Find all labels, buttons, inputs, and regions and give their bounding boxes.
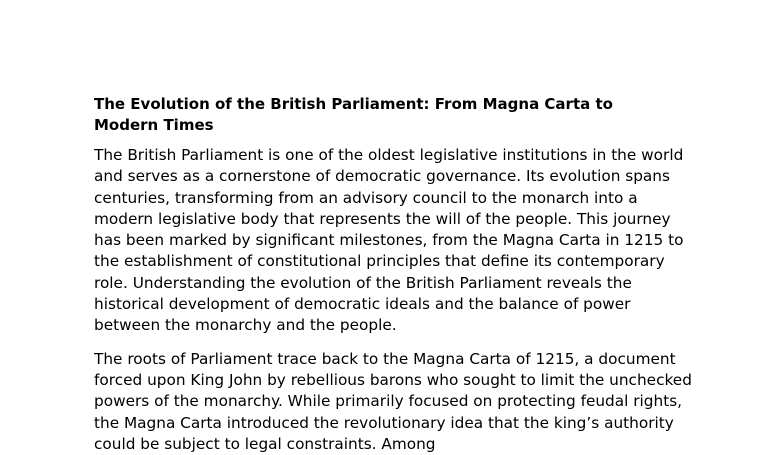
document-title: The Evolution of the British Parliament: From Magna Carta to Modern Times bbox=[94, 95, 613, 134]
paragraph-magna-carta: The roots of Parliament trace back to the Magna Carta of 1215, a document forced upon King John by rebellious barons who sought to limit the unchecked powers of the monarchy. While primarily focused on protecting feudal rights, the Magna Carta introduced the revolutionary idea that the king’s authority could be subject to legal constraints. Among bbox=[94, 349, 692, 453]
paragraph-introduction: The British Parliament is one of the oldest legislative institutions in the world and serves as a cornerstone of democratic governance. Its evolution spans centuries, transforming from an advisory council to the monarch into a modern legislative body that represents the will of the people. This journey has been marked by significant milestones, from the Magna Carta in 1215 to the establishment of constitutional principles that define its contemporary role. Understanding the evolution of the British Parliament reveals the historical development of democratic ideals and the balance of power between the monarchy and the people. bbox=[94, 146, 684, 335]
document-body bbox=[94, 94, 694, 455]
